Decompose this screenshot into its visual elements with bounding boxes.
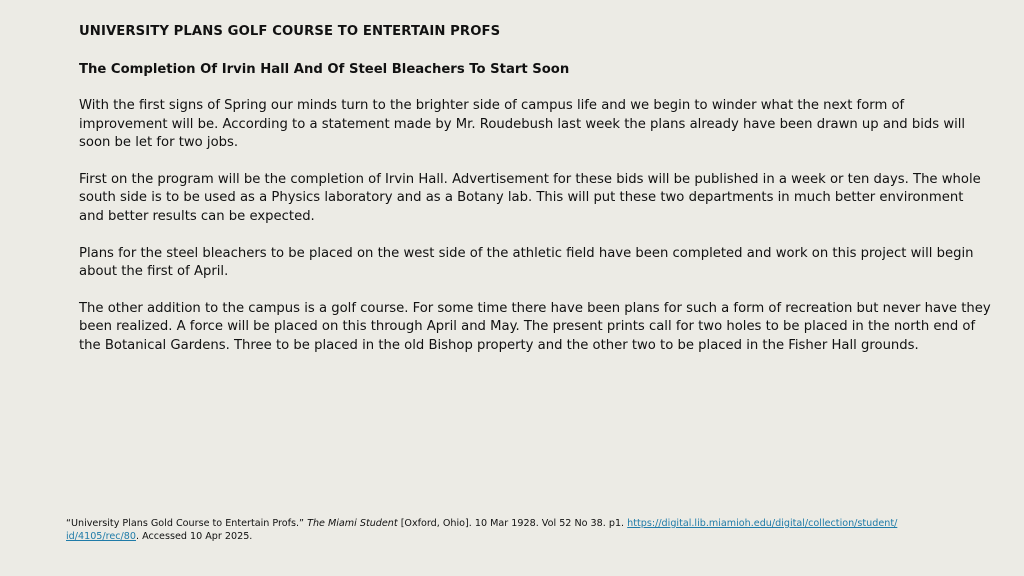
article-paragraph-3: Plans for the steel bleachers to be placed on the west side of the athletic field have been completed and work on this project will begin about the first of April. bbox=[79, 245, 974, 280]
citation-accessed: . Accessed 10 Apr 2025. bbox=[136, 531, 253, 542]
article-paragraph-2: First on the program will be the completion of Irvin Hall. Advertisement for these bids will be published in a week or ten days. The whole south side is to be used as a Physics laboratory and as a Botany lab. This will put these two departments in much better environment and better results can be expected. bbox=[79, 171, 981, 224]
citation-link-line2: id/4105/rec/80 bbox=[66, 531, 136, 542]
article-headline: UNIVERSITY PLANS GOLF COURSE TO ENTERTAIN PROFS bbox=[79, 24, 501, 39]
citation bbox=[66, 517, 946, 543]
article bbox=[79, 23, 999, 356]
article-paragraph-1: With the first signs of Spring our minds turn to the brighter side of campus life and we begin to winder what the next form of improvement will be. According to a statement made by Mr. Roudebush last week the plans already have been drawn up and bids will soon be let for two jobs. bbox=[79, 98, 966, 151]
article-paragraph-4: The other addition to the campus is a golf course. For some time there have been plans for such a form of recreation but never have they been realized. A force will be placed on this through April and May. The present prints call for two holes to be placed in the north end of the Botanical Gardens. Three to be placed in the old Bishop property and the other two to be placed in the Fisher Hall grounds. bbox=[79, 300, 991, 353]
citation-link-line1: https://digital.lib.miamioh.edu/digital/collection/student/ bbox=[627, 518, 898, 529]
citation-quoted-title: “University Plans Gold Course to Entertain Profs.” bbox=[66, 518, 305, 529]
citation-publication: The Miami Student bbox=[307, 518, 398, 529]
citation-details: [Oxford, Ohio]. 10 Mar 1928. Vol 52 No 38. p1. bbox=[400, 518, 625, 529]
article-subheadline: The Completion Of Irvin Hall And Of Steel Bleachers To Start Soon bbox=[79, 62, 570, 77]
